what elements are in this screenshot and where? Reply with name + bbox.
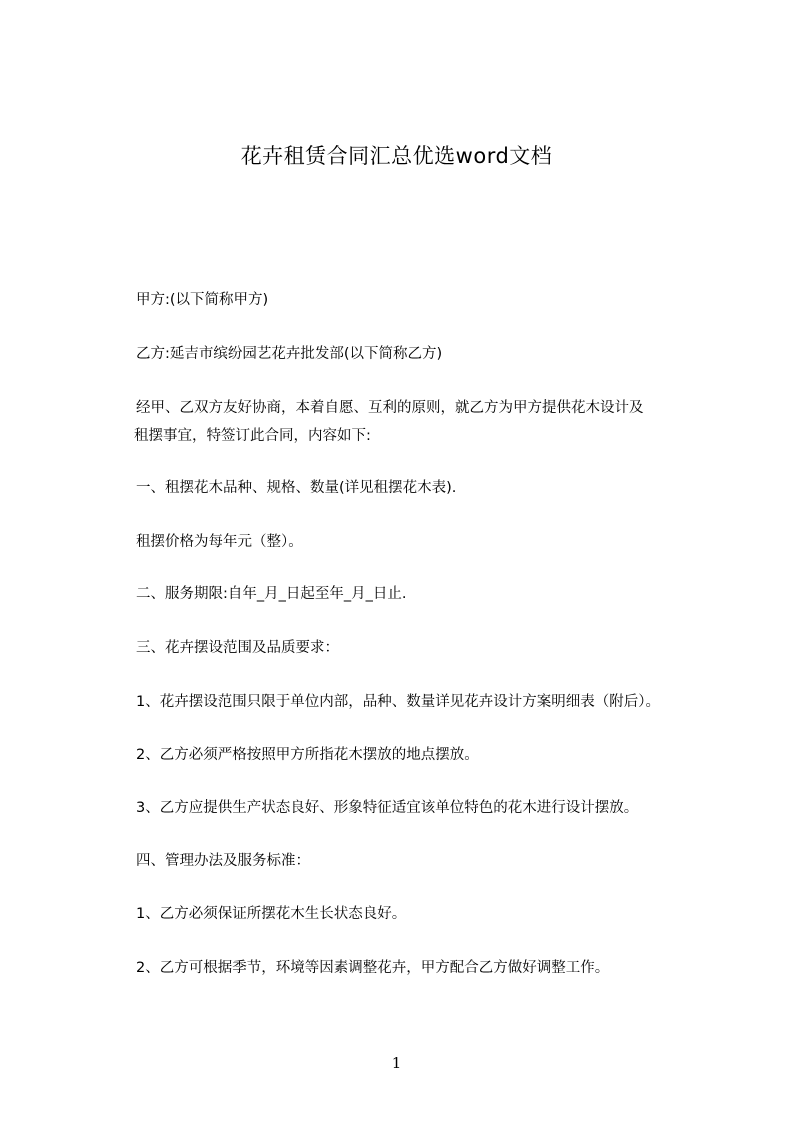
section-4-heading: 四、管理办法及服务标准： xyxy=(136,853,310,869)
section-4-item-1: 1、乙方必须保证所摆花木生长状态良好。 xyxy=(136,906,407,922)
section-3-item-3: 3、乙方应提供生产状态良好、形象特征适宜该单位特色的花木进行设计摆放。 xyxy=(136,800,639,816)
section-1-price: 租摆价格为每年元（整）。 xyxy=(136,534,303,550)
intro-line-1: 经甲、乙双方友好协商，本着自愿、互利的原则，就乙方为甲方提供花木设计及 xyxy=(136,400,644,416)
section-3-heading: 三、花卉摆设范围及品质要求： xyxy=(136,640,339,656)
section-3-item-1: 1、花卉摆设范围只限于单位内部，品种、数量详见花卉设计方案明细表（附后）。 xyxy=(136,694,660,710)
intro-line-2: 租摆事宜，特签订此合同，内容如下: xyxy=(134,428,371,444)
section-2-heading: 二、服务期限:自年_月_日起至年_月_日止. xyxy=(136,586,407,602)
section-1-heading: 一、租摆花木品种、规格、数量(详见租摆花木表). xyxy=(136,480,457,496)
party-a-line: 甲方:(以下简称甲方) xyxy=(136,292,269,308)
page-number: 1 xyxy=(391,1054,402,1072)
intro-paragraph xyxy=(136,394,716,450)
section-3-item-2: 2、乙方必须严格按照甲方所指花木摆放的地点摆放。 xyxy=(136,747,479,763)
section-4-item-2: 2、乙方可根据季节，环境等因素调整花卉，甲方配合乙方做好调整工作。 xyxy=(136,960,610,976)
party-b-line: 乙方:延吉市缤纷园艺花卉批发部(以下简称乙方) xyxy=(136,346,443,362)
document-title: 花卉租赁合同汇总优选word文档 xyxy=(240,144,553,168)
